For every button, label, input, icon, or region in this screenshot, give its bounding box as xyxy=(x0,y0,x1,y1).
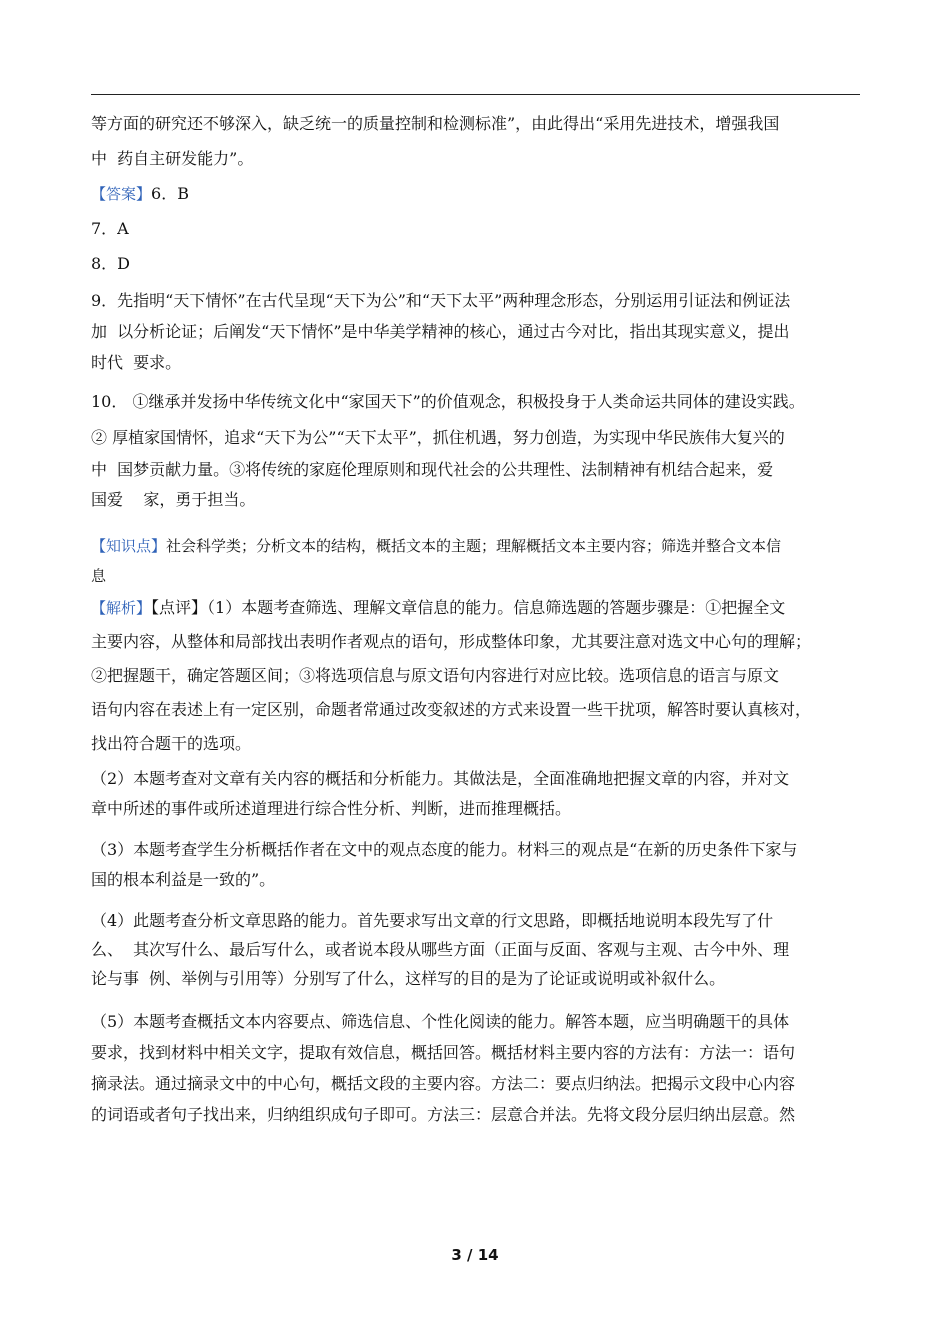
text-line: 论与事 例、举例与引用等）分别写了什么，这样写的目的是为了论证或说明或补叙什么。 xyxy=(91,969,726,988)
answer-tag: 【答案】 xyxy=(91,185,152,203)
answer-text: 6．B xyxy=(151,184,189,203)
text-line: 要求，找到材料中相关文字，提取有效信息，概括回答。概括材料主要内容的方法有：方法一：语句 xyxy=(91,1043,796,1062)
text-line: 摘录法。通过摘录文中的中心句，概括文段的主要内容。方法二：要点归纳法。把揭示文段中心内容 xyxy=(91,1074,796,1093)
knowledge-tag: 【知识点】 xyxy=(91,537,167,555)
analysis-line xyxy=(91,598,785,618)
text-line: 7．A xyxy=(91,219,129,238)
text-line: 10． ①继承并发扬中华传统文化中“家国天下”的价值观念，积极投身于人类命运共同体的建设实践。 xyxy=(91,392,805,411)
text-line: 主要内容，从整体和局部找出表明作者观点的语句，形成整体印象，尤其要注意对选文中心句的理解； xyxy=(91,632,812,651)
text-line: 时代 要求。 xyxy=(91,353,182,372)
text-line: 找出符合题干的选项。 xyxy=(91,734,252,753)
analysis-text: 【点评】（1）本题考查筛选、理解文章信息的能力。信息筛选题的答题步骤是：①把握全文 xyxy=(151,598,786,617)
text-line: （4）此题考查分析文章思路的能力。首先要求写出文章的行文思路，即概括地说明本段先写了什 xyxy=(91,911,774,930)
text-line: 么、 其次写什么、最后写什么，或者说本段从哪些方面（正面与反面、客观与主观、古今中外、理 xyxy=(91,940,790,959)
knowledge-text: 社会科学类；分析文本的结构，概括文本的主题；理解概括文本主要内容；筛选并整合文本信 xyxy=(166,537,782,555)
text-line: 加 以分析论证；后阐发“天下情怀”是中华美学精神的核心，通过古今对比，指出其现实意义，提出 xyxy=(91,322,790,341)
text-line: 息 xyxy=(91,567,107,585)
text-line: 国的根本利益是一致的”。 xyxy=(91,870,276,889)
text-line: （2）本题考查对文章有关内容的概括和分析能力。其做法是，全面准确地把握文章的内容，并对文 xyxy=(91,769,790,788)
page-number: 3 / 14 xyxy=(451,1246,499,1264)
text-line: 语句内容在表述上有一定区别，命题者常通过改变叙述的方式来设置一些干扰项，解答时要认真核对， xyxy=(91,700,812,719)
text-line: 等方面的研究还不够深入，缺乏统一的质量控制和检测标准”，由此得出“采用先进技术，增强我国 xyxy=(91,114,780,133)
analysis-tag: 【解析】 xyxy=(91,599,152,617)
text-line: 章中所述的事件或所述道理进行综合性分析、判断，进而推理概括。 xyxy=(91,799,572,818)
text-line: 国爱 家，勇于担当。 xyxy=(91,490,256,509)
text-line: 中 药自主研发能力”。 xyxy=(91,149,254,168)
knowledge-line xyxy=(91,536,781,556)
text-line: （3）本题考查学生分析概括作者在文中的观点态度的能力。材料三的观点是“在新的历史条件下家与 xyxy=(91,840,798,859)
text-line: 的词语或者句子找出来，归纳组织成句子即可。方法三：层意合并法。先将文段分层归纳出层意。然 xyxy=(91,1105,796,1124)
text-line: ② 厚植家国情怀，追求“天下为公”“天下太平”，抓住机遇，努力创造，为实现中华民族伟大复兴的 xyxy=(91,428,785,447)
header-rule xyxy=(91,94,860,95)
text-line: （5）本题考查概括文本内容要点、筛选信息、个性化阅读的能力。解答本题，应当明确题干的具体 xyxy=(91,1012,790,1031)
text-line: ②把握题干，确定答题区间；③将选项信息与原文语句内容进行对应比较。选项信息的语言与原文 xyxy=(91,666,780,685)
answer-line xyxy=(91,184,189,204)
text-line: 9．先指明“天下情怀”在古代呈现“天下为公”和“天下太平”两种理念形态，分别运用引证法和例证法 xyxy=(91,291,791,310)
text-line: 中 国梦贡献力量。③将传统的家庭伦理原则和现代社会的公共理性、法制精神有机结合起来，爱 xyxy=(91,460,774,479)
text-line: 8．D xyxy=(91,254,131,273)
